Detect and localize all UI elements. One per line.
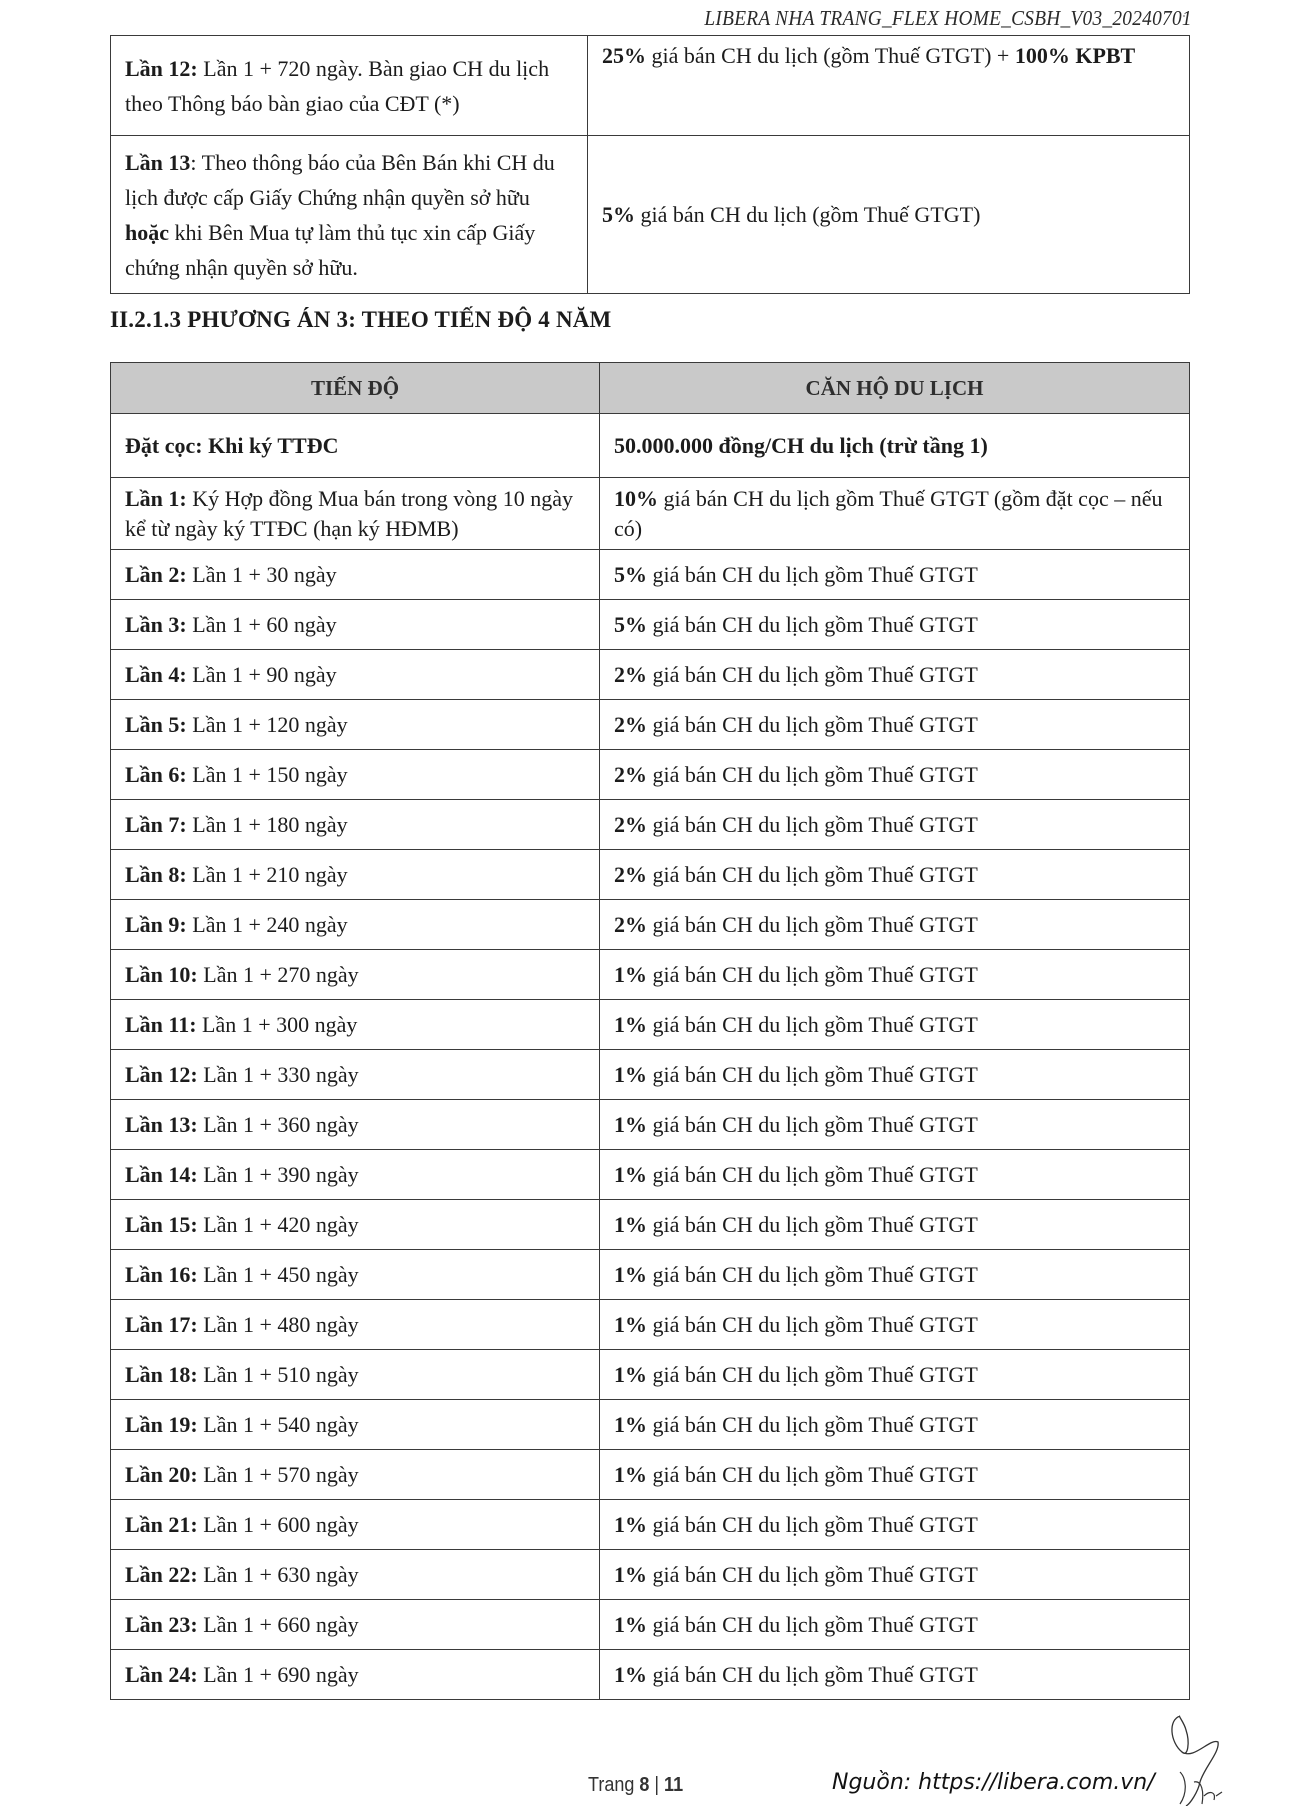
table-row — [111, 1550, 1190, 1600]
table-row — [111, 800, 1190, 850]
installment-label: Lần 18: Lần 1 + 510 ngày — [111, 1350, 600, 1400]
installment-value: 5% giá bán CH du lịch gồm Thuế GTGT — [600, 600, 1190, 650]
table-row-deposit — [111, 414, 1190, 478]
installment-value: 1% giá bán CH du lịch gồm Thuế GTGT — [600, 1400, 1190, 1450]
installment-value: 2% giá bán CH du lịch gồm Thuế GTGT — [600, 750, 1190, 800]
installment-label: Lần 16: Lần 1 + 450 ngày — [111, 1250, 600, 1300]
installment-label: Lần 15: Lần 1 + 420 ngày — [111, 1200, 600, 1250]
installment-value: 1% giá bán CH du lịch gồm Thuế GTGT — [600, 1100, 1190, 1150]
table-row — [111, 1600, 1190, 1650]
installment-label: Lần 8: Lần 1 + 210 ngày — [111, 850, 600, 900]
installment-value: 1% giá bán CH du lịch gồm Thuế GTGT — [600, 1600, 1190, 1650]
installment-label: Lần 13: Lần 1 + 360 ngày — [111, 1100, 600, 1150]
table-row — [111, 1000, 1190, 1050]
table-row — [111, 700, 1190, 750]
installment-value: 2% giá bán CH du lịch gồm Thuế GTGT — [600, 850, 1190, 900]
installment-value: 1% giá bán CH du lịch gồm Thuế GTGT — [600, 1500, 1190, 1550]
table-row — [111, 650, 1190, 700]
table-row — [111, 1350, 1190, 1400]
installment-label: Lần 9: Lần 1 + 240 ngày — [111, 900, 600, 950]
installment-label: Lần 22: Lần 1 + 630 ngày — [111, 1550, 600, 1600]
installment-value: 1% giá bán CH du lịch gồm Thuế GTGT — [600, 1200, 1190, 1250]
installment-label: Lần 11: Lần 1 + 300 ngày — [111, 1000, 600, 1050]
installment-value: 1% giá bán CH du lịch gồm Thuế GTGT — [600, 950, 1190, 1000]
installment-value: 2% giá bán CH du lịch gồm Thuế GTGT — [600, 650, 1190, 700]
installment-label: Lần 5: Lần 1 + 120 ngày — [111, 700, 600, 750]
table-row — [111, 1300, 1190, 1350]
table-row — [111, 1200, 1190, 1250]
installment-label: Lần 21: Lần 1 + 600 ngày — [111, 1500, 600, 1550]
installment-value: 5% giá bán CH du lịch gồm Thuế GTGT — [600, 550, 1190, 600]
installment-value: 5% giá bán CH du lịch (gồm Thuế GTGT) — [588, 136, 1190, 294]
installment-label: Lần 10: Lần 1 + 270 ngày — [111, 950, 600, 1000]
installment-value: 10% giá bán CH du lịch gồm Thuế GTGT (gồm đặt cọc – nếu có) — [600, 478, 1190, 550]
installment-value: 2% giá bán CH du lịch gồm Thuế GTGT — [600, 900, 1190, 950]
table-row — [111, 1400, 1190, 1450]
table-row — [111, 1450, 1190, 1500]
table-row — [111, 1250, 1190, 1300]
installment-label: Lần 2: Lần 1 + 30 ngày — [111, 550, 600, 600]
table-row — [111, 136, 1190, 294]
table-row — [111, 1150, 1190, 1200]
installment-label: Lần 14: Lần 1 + 390 ngày — [111, 1150, 600, 1200]
installment-label: Lần 1: Ký Hợp đồng Mua bán trong vòng 10 ngày kể từ ngày ký TTĐC (hạn ký HĐMB) — [111, 478, 600, 550]
installment-value: 1% giá bán CH du lịch gồm Thuế GTGT — [600, 1300, 1190, 1350]
table-row — [111, 600, 1190, 650]
installment-value: 2% giá bán CH du lịch gồm Thuế GTGT — [600, 700, 1190, 750]
installment-value: 1% giá bán CH du lịch gồm Thuế GTGT — [600, 1350, 1190, 1400]
installment-label: Lần 12: Lần 1 + 330 ngày — [111, 1050, 600, 1100]
table-row — [111, 1650, 1190, 1700]
installment-value: 2% giá bán CH du lịch gồm Thuế GTGT — [600, 800, 1190, 850]
installment-value: 25% giá bán CH du lịch (gồm Thuế GTGT) + 100% KPBT — [588, 36, 1190, 136]
table-row — [111, 36, 1190, 136]
installment-value: 50.000.000 đồng/CH du lịch (trừ tầng 1) — [600, 414, 1190, 478]
installment-label: Lần 6: Lần 1 + 150 ngày — [111, 750, 600, 800]
installment-label: Lần 4: Lần 1 + 90 ngày — [111, 650, 600, 700]
table-row — [111, 1100, 1190, 1150]
section-heading: II.2.1.3 PHƯƠNG ÁN 3: THEO TIẾN ĐỘ 4 NĂM — [110, 307, 612, 332]
installment-label: Lần 13: Theo thông báo của Bên Bán khi CH du lịch được cấp Giấy Chứng nhận quyền sở hữu hoặc khi Bên Mua tự làm thủ tục xin cấp Giấy chứng nhận quyền sở hữu. — [111, 136, 588, 294]
installment-label: Lần 23: Lần 1 + 660 ngày — [111, 1600, 600, 1650]
continued-payment-table — [110, 35, 1190, 294]
table-row — [111, 1050, 1190, 1100]
table-row — [111, 1500, 1190, 1550]
installment-label: Lần 19: Lần 1 + 540 ngày — [111, 1400, 600, 1450]
payment-schedule-table — [110, 362, 1190, 1700]
table-row-first-installment — [111, 478, 1190, 550]
table-row — [111, 950, 1190, 1000]
signature-icon — [1160, 1712, 1250, 1806]
installment-label: Lần 12: Lần 1 + 720 ngày. Bàn giao CH du lịch theo Thông báo bàn giao của CĐT (*) — [111, 36, 588, 136]
installment-value: 1% giá bán CH du lịch gồm Thuế GTGT — [600, 1150, 1190, 1200]
document-code-header: LIBERA NHA TRANG_FLEX HOME_CSBH_V03_20240701 — [704, 6, 1192, 30]
installment-label: Lần 3: Lần 1 + 60 ngày — [111, 600, 600, 650]
installment-value: 1% giá bán CH du lịch gồm Thuế GTGT — [600, 1050, 1190, 1100]
table-row — [111, 550, 1190, 600]
installment-label: Lần 24: Lần 1 + 690 ngày — [111, 1650, 600, 1700]
table-row — [111, 850, 1190, 900]
installment-value: 1% giá bán CH du lịch gồm Thuế GTGT — [600, 1550, 1190, 1600]
column-header-apartment: CĂN HỘ DU LỊCH — [600, 363, 1190, 414]
installment-label: Đặt cọc: Khi ký TTĐC — [111, 414, 600, 478]
table-header-row — [111, 363, 1190, 414]
table-row — [111, 900, 1190, 950]
installment-label: Lần 7: Lần 1 + 180 ngày — [111, 800, 600, 850]
page-number: Trang 8 | 11 — [588, 1774, 684, 1796]
installment-value: 1% giá bán CH du lịch gồm Thuế GTGT — [600, 1250, 1190, 1300]
source-link[interactable]: Nguồn: https://libera.com.vn/ — [832, 1770, 1155, 1795]
column-header-progress: TIẾN ĐỘ — [111, 363, 600, 414]
installment-value: 1% giá bán CH du lịch gồm Thuế GTGT — [600, 1450, 1190, 1500]
installment-label: Lần 17: Lần 1 + 480 ngày — [111, 1300, 600, 1350]
table-row — [111, 750, 1190, 800]
installment-value: 1% giá bán CH du lịch gồm Thuế GTGT — [600, 1650, 1190, 1700]
installment-label: Lần 20: Lần 1 + 570 ngày — [111, 1450, 600, 1500]
installment-value: 1% giá bán CH du lịch gồm Thuế GTGT — [600, 1000, 1190, 1050]
